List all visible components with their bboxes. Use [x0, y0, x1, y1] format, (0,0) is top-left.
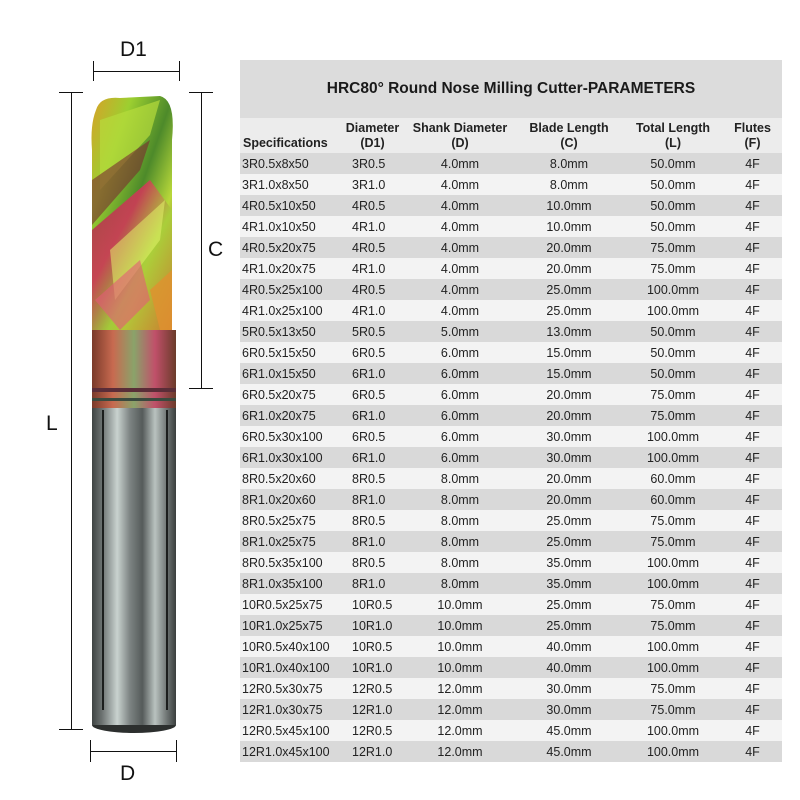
flutes-cell: 4F — [745, 408, 760, 423]
header-label: Flutes — [734, 120, 771, 135]
blade-length-cell: 20.0mm — [546, 492, 592, 507]
table-row — [240, 510, 782, 531]
shank-diameter-cell: 12.0mm — [437, 681, 483, 696]
shank-diameter-cell: 10.0mm — [437, 660, 483, 675]
total-length-cell: 75.0mm — [650, 408, 696, 423]
spec-cell: 8R1.0x35x100 — [242, 576, 323, 591]
diameter-cell: 4R1.0 — [352, 219, 386, 234]
shank-diameter-cell: 12.0mm — [437, 744, 483, 759]
spec-cell: 5R0.5x13x50 — [242, 324, 316, 339]
spec-cell: 3R0.5x8x50 — [242, 156, 309, 171]
table-row — [240, 426, 782, 447]
flutes-cell: 4F — [745, 597, 760, 612]
flutes-cell: 4F — [745, 219, 760, 234]
flutes-cell: 4F — [745, 177, 760, 192]
table-row — [240, 195, 782, 216]
blade-length-cell: 30.0mm — [546, 702, 592, 717]
spec-cell: 10R1.0x25x75 — [242, 618, 323, 633]
diameter-cell: 6R1.0 — [352, 450, 386, 465]
total-length-cell: 75.0mm — [650, 597, 696, 612]
shank-diameter-cell: 10.0mm — [437, 639, 483, 654]
diameter-cell: 4R1.0 — [352, 303, 386, 318]
flutes-cell: 4F — [745, 492, 760, 507]
table-row — [240, 363, 782, 384]
flutes-cell: 4F — [745, 387, 760, 402]
table-row — [240, 216, 782, 237]
diameter-cell: 10R1.0 — [352, 618, 393, 633]
total-length-cell: 50.0mm — [650, 324, 696, 339]
spec-cell: 12R1.0x30x75 — [242, 702, 323, 717]
table-row — [240, 384, 782, 405]
dimension-label-c: C — [208, 238, 224, 261]
shank-diameter-cell: 6.0mm — [440, 345, 480, 360]
total-length-cell: 100.0mm — [646, 450, 700, 465]
flutes-cell: 4F — [745, 366, 760, 381]
shank-diameter-cell: 10.0mm — [437, 618, 483, 633]
header-sublabel: (D1) — [360, 135, 385, 150]
diameter-cell: 5R0.5 — [352, 324, 386, 339]
flutes-cell: 4F — [745, 618, 760, 633]
dimension-label-d1: D1 — [120, 38, 147, 61]
shank-diameter-cell: 4.0mm — [440, 261, 480, 276]
flutes-cell: 4F — [745, 555, 760, 570]
diameter-cell: 4R0.5 — [352, 282, 386, 297]
shank-diameter-cell: 6.0mm — [440, 450, 480, 465]
total-length-cell: 75.0mm — [650, 261, 696, 276]
total-length-cell: 75.0mm — [650, 681, 696, 696]
spec-cell: 10R0.5x40x100 — [242, 639, 330, 654]
header-label: Shank Diameter — [412, 120, 508, 135]
table-row — [240, 405, 782, 426]
shank-diameter-cell: 8.0mm — [440, 534, 480, 549]
diameter-cell: 6R1.0 — [352, 366, 386, 381]
table-row — [240, 258, 782, 279]
table-row — [240, 489, 782, 510]
table-row — [240, 699, 782, 720]
blade-length-cell: 25.0mm — [546, 597, 592, 612]
shank-diameter-cell: 6.0mm — [440, 429, 480, 444]
total-length-cell: 100.0mm — [646, 576, 700, 591]
header-label: Total Length — [635, 120, 711, 135]
shank-diameter-cell: 4.0mm — [440, 240, 480, 255]
blade-length-cell: 20.0mm — [546, 261, 592, 276]
blade-length-cell: 25.0mm — [546, 534, 592, 549]
table-row — [240, 342, 782, 363]
shank-diameter-cell: 8.0mm — [440, 513, 480, 528]
diameter-cell: 8R1.0 — [352, 534, 386, 549]
flutes-cell: 4F — [745, 513, 760, 528]
shank-diameter-cell: 8.0mm — [440, 471, 480, 486]
spec-cell: 8R0.5x20x60 — [242, 471, 316, 486]
total-length-cell: 50.0mm — [650, 198, 696, 213]
header-label: Diameter — [345, 120, 400, 135]
table-row — [240, 468, 782, 489]
blade-length-cell: 20.0mm — [546, 471, 592, 486]
blade-length-cell: 8.0mm — [549, 156, 589, 171]
diameter-cell: 4R1.0 — [352, 261, 386, 276]
blade-length-cell: 25.0mm — [546, 303, 592, 318]
total-length-cell: 50.0mm — [650, 366, 696, 381]
diameter-cell: 12R0.5 — [352, 681, 393, 696]
diameter-cell: 6R0.5 — [352, 345, 386, 360]
blade-length-cell: 20.0mm — [546, 387, 592, 402]
total-length-cell: 60.0mm — [650, 492, 696, 507]
header-blade-length — [515, 118, 623, 153]
shank-diameter-cell: 5.0mm — [440, 324, 480, 339]
blade-length-cell: 35.0mm — [546, 555, 592, 570]
total-length-cell: 60.0mm — [650, 471, 696, 486]
diameter-cell: 10R0.5 — [352, 639, 393, 654]
table-row — [240, 174, 782, 195]
spec-cell: 4R1.0x25x100 — [242, 303, 323, 318]
total-length-cell: 100.0mm — [646, 555, 700, 570]
total-length-cell: 100.0mm — [646, 639, 700, 654]
total-length-cell: 75.0mm — [650, 618, 696, 633]
total-length-cell: 50.0mm — [650, 219, 696, 234]
header-sublabel: (L) — [665, 135, 681, 150]
header-flutes — [723, 118, 782, 153]
shank-diameter-cell: 12.0mm — [437, 702, 483, 717]
table-row — [240, 153, 782, 174]
flutes-cell: 4F — [745, 303, 760, 318]
flutes-cell: 4F — [745, 198, 760, 213]
shank-diameter-cell: 6.0mm — [440, 408, 480, 423]
flutes-cell: 4F — [745, 261, 760, 276]
spec-cell: 6R0.5x15x50 — [242, 345, 316, 360]
table-row — [240, 573, 782, 594]
diameter-cell: 8R1.0 — [352, 576, 386, 591]
table-row — [240, 657, 782, 678]
table-row — [240, 615, 782, 636]
spec-cell: 4R0.5x25x100 — [242, 282, 323, 297]
blade-length-cell: 13.0mm — [546, 324, 592, 339]
header-label: Blade Length — [529, 120, 609, 135]
diameter-cell: 10R0.5 — [352, 597, 393, 612]
spec-cell: 6R1.0x30x100 — [242, 450, 323, 465]
shank-diameter-cell: 4.0mm — [440, 282, 480, 297]
shank-diameter-cell: 4.0mm — [440, 198, 480, 213]
flutes-cell: 4F — [745, 702, 760, 717]
flutes-cell: 4F — [745, 282, 760, 297]
flutes-cell: 4F — [745, 660, 760, 675]
blade-length-cell: 25.0mm — [546, 282, 592, 297]
flutes-cell: 4F — [745, 681, 760, 696]
diameter-cell: 8R0.5 — [352, 555, 386, 570]
spec-cell: 4R1.0x20x75 — [242, 261, 316, 276]
total-length-cell: 75.0mm — [650, 534, 696, 549]
header-total-length — [623, 118, 723, 153]
end-mill-illustration — [0, 0, 235, 800]
diameter-cell: 12R1.0 — [352, 744, 393, 759]
cutter-diagram — [0, 0, 235, 800]
total-length-cell: 100.0mm — [646, 660, 700, 675]
total-length-cell: 75.0mm — [650, 513, 696, 528]
diameter-cell: 8R0.5 — [352, 471, 386, 486]
diameter-cell: 4R0.5 — [352, 240, 386, 255]
blade-length-cell: 25.0mm — [546, 618, 592, 633]
flutes-cell: 4F — [745, 429, 760, 444]
header-sublabel: (C) — [560, 135, 578, 150]
table-row — [240, 321, 782, 342]
shank-diameter-cell: 4.0mm — [440, 156, 480, 171]
blade-length-cell: 30.0mm — [546, 681, 592, 696]
diameter-cell: 10R1.0 — [352, 660, 393, 675]
diameter-cell: 12R0.5 — [352, 723, 393, 738]
flutes-cell: 4F — [745, 534, 760, 549]
diameter-cell: 8R0.5 — [352, 513, 386, 528]
flutes-cell: 4F — [745, 156, 760, 171]
shank-diameter-cell: 4.0mm — [440, 303, 480, 318]
blade-length-cell: 30.0mm — [546, 450, 592, 465]
blade-length-cell: 35.0mm — [546, 576, 592, 591]
spec-cell: 4R0.5x10x50 — [242, 198, 316, 213]
header-sublabel: (D) — [451, 135, 469, 150]
table-row — [240, 447, 782, 468]
total-length-cell: 75.0mm — [650, 240, 696, 255]
diameter-cell: 6R0.5 — [352, 387, 386, 402]
total-length-cell: 100.0mm — [646, 429, 700, 444]
flutes-cell: 4F — [745, 345, 760, 360]
shank-diameter-cell: 4.0mm — [440, 177, 480, 192]
table-row — [240, 279, 782, 300]
flutes-cell: 4F — [745, 639, 760, 654]
shank-diameter-cell: 8.0mm — [440, 576, 480, 591]
dimension-label-l: L — [46, 412, 58, 435]
shank-diameter-cell: 4.0mm — [440, 219, 480, 234]
blade-length-cell: 20.0mm — [546, 240, 592, 255]
table-row — [240, 720, 782, 741]
blade-length-cell: 15.0mm — [546, 366, 592, 381]
blade-length-cell: 15.0mm — [546, 345, 592, 360]
spec-cell: 8R1.0x25x75 — [242, 534, 316, 549]
flutes-cell: 4F — [745, 471, 760, 486]
table-row — [240, 300, 782, 321]
shank-diameter-cell: 8.0mm — [440, 555, 480, 570]
diameter-cell: 3R0.5 — [352, 156, 386, 171]
total-length-cell: 50.0mm — [650, 177, 696, 192]
table-row — [240, 531, 782, 552]
blade-length-cell: 40.0mm — [546, 660, 592, 675]
total-length-cell: 50.0mm — [650, 156, 696, 171]
diameter-cell: 12R1.0 — [352, 702, 393, 717]
blade-length-cell: 10.0mm — [546, 219, 592, 234]
shank-diameter-cell: 6.0mm — [440, 387, 480, 402]
blade-length-cell: 8.0mm — [549, 177, 589, 192]
flutes-cell: 4F — [745, 324, 760, 339]
total-length-cell: 100.0mm — [646, 303, 700, 318]
spec-cell: 8R0.5x35x100 — [242, 555, 323, 570]
shank-diameter-cell: 10.0mm — [437, 597, 483, 612]
table-title: HRC80° Round Nose Milling Cutter-PARAMETERS — [240, 60, 782, 118]
spec-cell: 12R0.5x45x100 — [242, 723, 330, 738]
total-length-cell: 100.0mm — [646, 282, 700, 297]
spec-cell: 12R0.5x30x75 — [242, 681, 323, 696]
table-row — [240, 594, 782, 615]
table-row — [240, 636, 782, 657]
blade-length-cell: 45.0mm — [546, 744, 592, 759]
total-length-cell: 75.0mm — [650, 702, 696, 717]
shank-diameter-cell: 12.0mm — [437, 723, 483, 738]
flutes-cell: 4F — [745, 240, 760, 255]
spec-cell: 6R0.5x20x75 — [242, 387, 316, 402]
header-specifications — [240, 118, 340, 153]
flutes-cell: 4F — [745, 450, 760, 465]
total-length-cell: 100.0mm — [646, 744, 700, 759]
spec-cell: 8R1.0x20x60 — [242, 492, 316, 507]
table-body — [240, 153, 782, 762]
spec-cell: 8R0.5x25x75 — [242, 513, 316, 528]
diameter-cell: 6R0.5 — [352, 429, 386, 444]
blade-length-cell: 10.0mm — [546, 198, 592, 213]
spec-cell: 3R1.0x8x50 — [242, 177, 309, 192]
blade-length-cell: 30.0mm — [546, 429, 592, 444]
table-row — [240, 678, 782, 699]
spec-cell: 4R0.5x20x75 — [242, 240, 316, 255]
diameter-cell: 4R0.5 — [352, 198, 386, 213]
table-row — [240, 552, 782, 573]
total-length-cell: 100.0mm — [646, 723, 700, 738]
spec-cell: 4R1.0x10x50 — [242, 219, 316, 234]
header-label: Specifications — [243, 136, 328, 150]
spec-cell: 12R1.0x45x100 — [242, 744, 330, 759]
diameter-cell: 3R1.0 — [352, 177, 386, 192]
flutes-cell: 4F — [745, 744, 760, 759]
total-length-cell: 75.0mm — [650, 387, 696, 402]
spec-cell: 10R1.0x40x100 — [242, 660, 330, 675]
diameter-cell: 8R1.0 — [352, 492, 386, 507]
total-length-cell: 50.0mm — [650, 345, 696, 360]
parameters-table — [240, 60, 782, 762]
spec-cell: 6R1.0x15x50 — [242, 366, 316, 381]
shank-diameter-cell: 6.0mm — [440, 366, 480, 381]
table-header-row — [240, 118, 782, 153]
blade-length-cell: 45.0mm — [546, 723, 592, 738]
flutes-cell: 4F — [745, 576, 760, 591]
diameter-cell: 6R1.0 — [352, 408, 386, 423]
dimension-label-d: D — [120, 762, 136, 785]
header-diameter — [340, 118, 405, 153]
blade-length-cell: 25.0mm — [546, 513, 592, 528]
header-sublabel: (F) — [744, 135, 761, 150]
spec-cell: 6R1.0x20x75 — [242, 408, 316, 423]
spec-cell: 10R0.5x25x75 — [242, 597, 323, 612]
table-row — [240, 237, 782, 258]
spec-cell: 6R0.5x30x100 — [242, 429, 323, 444]
shank-diameter-cell: 8.0mm — [440, 492, 480, 507]
table-row — [240, 741, 782, 762]
blade-length-cell: 40.0mm — [546, 639, 592, 654]
header-shank-diameter — [405, 118, 515, 153]
blade-length-cell: 20.0mm — [546, 408, 592, 423]
flutes-cell: 4F — [745, 723, 760, 738]
